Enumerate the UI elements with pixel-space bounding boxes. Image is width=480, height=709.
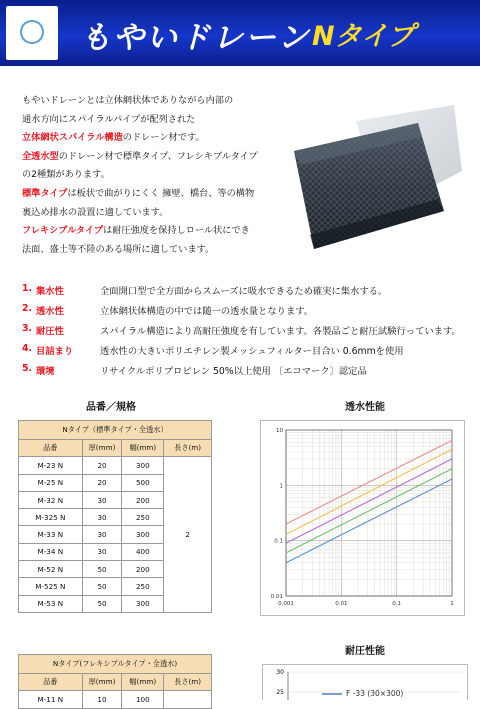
table-header: 厚(mm)	[82, 440, 122, 457]
table-header: 幅(mm)	[122, 674, 164, 691]
y-tick-label: 25	[276, 689, 284, 696]
table-row: M-25 N 20 500	[19, 474, 212, 491]
eco-mark-icon	[20, 20, 44, 44]
intro-line: フレキシブルタイプは耐圧強度を保持しロール状にでき	[22, 225, 250, 237]
table-row: M-32 N 30 200	[19, 491, 212, 508]
x-tick-label: 1	[450, 601, 454, 607]
table-row: M-34 N 30 400	[19, 543, 212, 560]
intro-line: 全透水型のドレーン材で標準タイプ、フレシキブルタイプ	[22, 150, 258, 162]
table-row: M-11 N 10 100	[19, 691, 212, 708]
intro-line: 法面、盛土等不陸のある場所に適しています。	[22, 243, 215, 255]
y-tick-label: 0.1	[274, 538, 283, 545]
x-tick-label: 0.1	[392, 601, 402, 607]
table-header: 厚(mm)	[82, 674, 122, 691]
product-photo	[286, 103, 462, 253]
pressure-section-title: 耐圧性能	[345, 646, 385, 657]
x-tick-label: 0.001	[278, 601, 294, 607]
y-tick-label: 1	[279, 483, 283, 490]
feature-item: 4. 目詰まり 透水性の大きいポリエチレン製メッシュフィルター目合い 0.6mmを使用	[22, 343, 404, 357]
length-cell: 2	[164, 457, 212, 613]
table-row: M-52 N 50 200	[19, 561, 212, 578]
pressure-chart	[262, 664, 468, 700]
feature-item: 1. 集水性 全面開口型で全方面からスムーズに吸水できるため確実に集水する。	[22, 283, 388, 297]
table-caption: Nタイプ(フレキシブルタイプ・全透水)	[19, 655, 212, 674]
y-tick-label: 10	[276, 428, 283, 434]
y-tick-label: 30	[276, 669, 284, 676]
intro-line: 通水方向にスパイラルパイプが配列された	[22, 113, 196, 125]
feature-list	[22, 283, 478, 383]
table-row: M-53 N 50 300	[19, 595, 212, 612]
spec-table-standard	[18, 420, 212, 613]
intro-line: 裏込め排水の設置に適しています。	[22, 206, 169, 218]
header-banner	[0, 0, 480, 66]
intro-line: もやいドレーンとは立体網状体でありながら内部の	[22, 95, 234, 106]
x-tick-label: 0.01	[335, 601, 348, 607]
table-row: M-23 N 20 300 2	[19, 457, 212, 474]
feature-item: 2. 透水性 立体網状体構造の中では随一の透水量となります。	[22, 303, 314, 317]
table-header: 幅(mm)	[122, 440, 164, 457]
feature-item: 3. 耐圧性 スパイラル構造により高耐圧強度を有しています。各製品ごと耐圧試験行っています。	[22, 323, 461, 337]
table-header: 長さ(m)	[164, 440, 212, 457]
feature-item: 5. 環境 リサイクルポリプロピレン 50%以上使用 〔エコマーク〕認定品	[22, 363, 367, 377]
table-header: 長さ(m)	[164, 674, 212, 691]
table-header: 品番	[19, 440, 83, 457]
eco-mark-logo	[6, 6, 58, 60]
table-row: M-325 N 30 250	[19, 509, 212, 526]
table-header: 品番	[19, 674, 83, 691]
table-caption: Nタイプ（標準タイプ・全透水）	[19, 421, 212, 440]
intro-line: の2種類があります。	[22, 169, 110, 181]
intro-line: 標準タイプは板状で曲がりにくく 擁壁、橋台、等の構物	[22, 187, 255, 199]
permeability-chart	[260, 420, 465, 616]
table-row: M-525 N 50 250	[19, 578, 212, 595]
page-subtitle: Nタイプ	[312, 21, 415, 52]
permeability-section-title: 透水性能	[345, 402, 385, 413]
page-title: もやいドレーン	[80, 20, 311, 56]
y-tick-label: 0.01	[270, 594, 283, 600]
table-row: M-33 N 30 300	[19, 526, 212, 543]
intro-text	[22, 92, 272, 259]
intro-line: 立体網状スパイラル構造のドレーン材です。	[22, 132, 205, 144]
spec-table-flexible	[18, 654, 212, 709]
spec-section-title: 品番／規格	[86, 402, 136, 413]
legend-entry: F -33 (30×300)	[346, 689, 404, 698]
